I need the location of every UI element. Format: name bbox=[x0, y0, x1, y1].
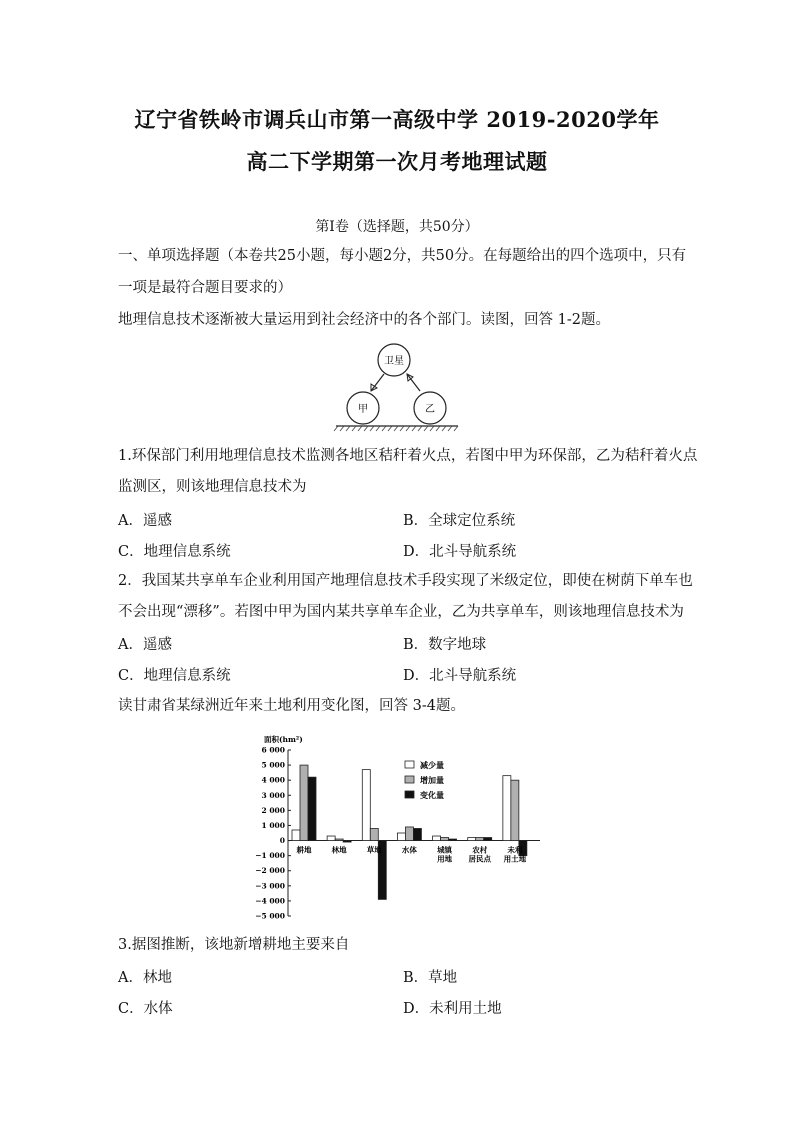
section-header: 第Ⅰ卷（选择题，共50分） bbox=[315, 219, 479, 235]
q3-stem: 3.据图推断，该地新增耕地主要来自 bbox=[118, 937, 350, 953]
y-tick-label: −3 000 bbox=[255, 881, 285, 891]
y-tick-label: −2 000 bbox=[255, 866, 285, 876]
bar-水体-增加量 bbox=[405, 827, 413, 841]
bar-城镇用地-减少量 bbox=[433, 836, 441, 841]
x-category-label: 耕地 bbox=[296, 845, 312, 855]
satellite-label: 卫星 bbox=[384, 356, 404, 367]
bar-林地-变化量 bbox=[343, 841, 351, 843]
x-category-label: 用地 bbox=[437, 854, 453, 864]
q2-stem-line-2: 不会出现“漂移”。若图中甲为国内某共享单车企业，乙为共享单车，则该地理信息技术为 bbox=[118, 604, 684, 620]
arrow-from-yi bbox=[407, 374, 420, 391]
x-category-label: 水体 bbox=[401, 845, 417, 855]
instructions-line-2: 一项是最符合题目要求的） bbox=[118, 280, 292, 296]
bar-耕地-减少量 bbox=[292, 830, 300, 841]
y-tick-label: 1 000 bbox=[261, 820, 285, 830]
y-tick-label: −4 000 bbox=[255, 896, 285, 906]
q1-option-a: A．遥感 bbox=[118, 513, 172, 529]
instructions-line-1: 一、单项选择题（本卷共25小题，每小题2分，共50分。在每题给出的四个选项中，只有 bbox=[118, 248, 687, 264]
intro-questions-3-4: 读甘肃省某绿洲近年来土地利用变化图，回答 3-4题。 bbox=[118, 698, 465, 714]
legend-label: 增加量 bbox=[420, 775, 444, 785]
satellite-diagram bbox=[330, 338, 470, 438]
q2-option-d: D．北斗导航系统 bbox=[403, 668, 517, 684]
x-category-label: 农村 bbox=[472, 845, 488, 855]
bar-草地-增加量 bbox=[370, 828, 378, 840]
q1-option-d: D．北斗导航系统 bbox=[403, 544, 517, 560]
bar-水体-减少量 bbox=[397, 833, 405, 841]
q2-stem-line-1: 2．我国某共享单车企业利用国产地理信息技术手段实现了米级定位，即使在树荫下单车也 bbox=[118, 573, 693, 589]
y-tick-label: 6 000 bbox=[261, 745, 285, 755]
x-category-label: 未利 bbox=[507, 845, 523, 855]
y-tick-label: 4 000 bbox=[261, 775, 285, 785]
q1-stem-line-2: 监测区，则该地理信息技术为 bbox=[118, 479, 307, 495]
legend-swatch-减少量 bbox=[405, 761, 414, 768]
bar-林地-减少量 bbox=[327, 836, 335, 841]
x-category-label: 用土地 bbox=[503, 854, 527, 864]
q2-option-c: C．地理信息系统 bbox=[118, 668, 231, 684]
legend-label: 减少量 bbox=[420, 760, 444, 770]
q2-option-a: A．遥感 bbox=[118, 637, 172, 653]
x-category-label: 居民点 bbox=[468, 854, 491, 864]
q1-option-c: C．地理信息系统 bbox=[118, 544, 231, 560]
q3-option-b: B．草地 bbox=[403, 970, 458, 986]
arrow-to-jia bbox=[371, 374, 384, 391]
bar-农村居民点-减少量 bbox=[468, 838, 476, 841]
bar-未利用土地-减少量 bbox=[503, 776, 511, 841]
bar-未利用土地-增加量 bbox=[511, 780, 519, 840]
y-tick-label: 2 000 bbox=[261, 805, 285, 815]
q3-option-d: D．未利用土地 bbox=[403, 1001, 502, 1017]
x-category-label: 草地 bbox=[366, 845, 382, 855]
y-tick-label: 3 000 bbox=[261, 790, 285, 800]
q1-option-b: B．全球定位系统 bbox=[403, 513, 516, 529]
x-category-label: 林地 bbox=[331, 845, 347, 855]
bar-农村居民点-变化量 bbox=[484, 838, 492, 841]
y-tick-label: 5 000 bbox=[261, 760, 285, 770]
land-use-chart bbox=[250, 728, 550, 924]
legend-label: 变化量 bbox=[420, 790, 444, 800]
bar-林地-增加量 bbox=[335, 839, 343, 841]
q1-stem-line-1: 1.环保部门利用地理信息技术监测各地区秸秆着火点，若图中甲为环保部，乙为秸秆着火点 bbox=[118, 448, 698, 464]
y-tick-label: −5 000 bbox=[255, 911, 285, 921]
y-tick-label: 0 bbox=[279, 836, 285, 846]
legend-swatch-增加量 bbox=[405, 776, 414, 783]
bar-水体-变化量 bbox=[413, 828, 421, 840]
bar-草地-减少量 bbox=[362, 770, 370, 841]
title-line-1: 辽宁省铁岭市调兵山市第一高级中学 2019-2020学年 bbox=[134, 107, 660, 132]
intro-questions-1-2: 地理信息技术逐渐被大量运用到社会经济中的各个部门。读图，回答 1-2题。 bbox=[118, 312, 610, 328]
yi-label: 乙 bbox=[425, 404, 435, 415]
bar-耕地-增加量 bbox=[300, 765, 308, 840]
ground-hatch bbox=[334, 426, 458, 431]
bar-城镇用地-增加量 bbox=[441, 838, 449, 841]
q2-option-b: B．数字地球 bbox=[403, 637, 487, 653]
q3-option-a: A．林地 bbox=[118, 970, 172, 986]
y-tick-label: −1 000 bbox=[255, 851, 285, 861]
x-category-label: 城镇 bbox=[437, 845, 453, 855]
bar-农村居民点-增加量 bbox=[476, 838, 484, 841]
legend-swatch-变化量 bbox=[405, 791, 414, 798]
title-line-2: 高二下学期第一次月考地理试题 bbox=[246, 149, 548, 174]
bar-耕地-变化量 bbox=[308, 777, 316, 840]
y-axis-label: 面积(hm²) bbox=[264, 735, 303, 744]
q3-option-c: C．水体 bbox=[118, 1001, 173, 1017]
bar-城镇用地-变化量 bbox=[449, 839, 457, 841]
jia-label: 甲 bbox=[358, 404, 368, 415]
